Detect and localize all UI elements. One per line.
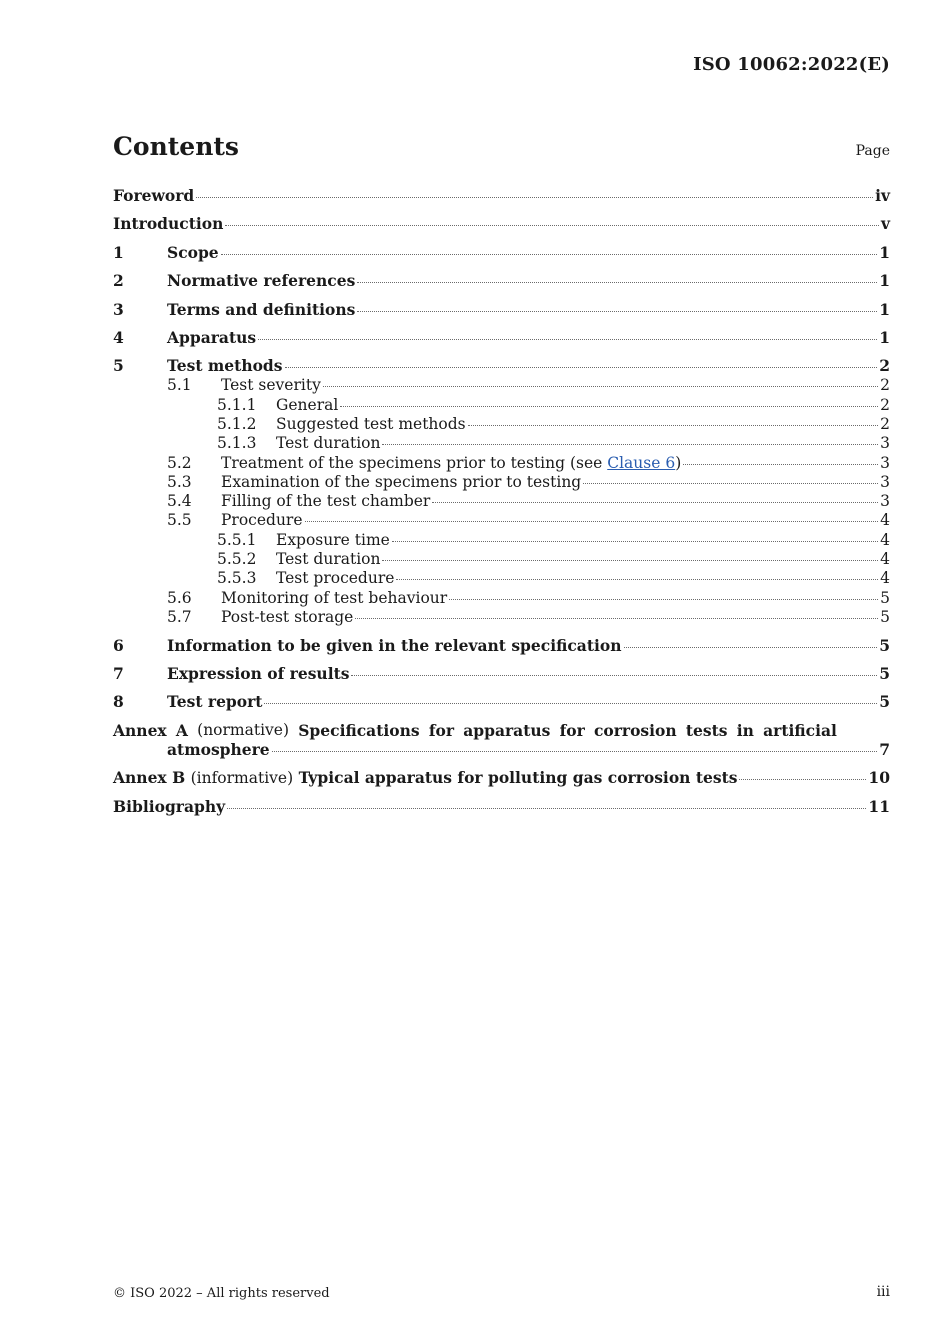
toc-entry-page: 7 xyxy=(879,740,890,760)
toc-entry-page: v xyxy=(880,214,890,234)
toc-entry-page: 5 xyxy=(880,607,890,626)
toc-entry-page: 2 xyxy=(879,356,890,376)
toc-entry-title: Information to be given in the relevant specification xyxy=(167,635,622,655)
toc-entry-page: 5 xyxy=(879,663,890,683)
toc-entry-expression-of-results[interactable] xyxy=(113,664,890,684)
toc-entry-normative-references[interactable] xyxy=(113,271,890,291)
toc-entry-title xyxy=(221,454,681,473)
toc-entry-number: 5.1 xyxy=(167,376,192,395)
dot-leader xyxy=(225,224,879,226)
toc-entry-page: 3 xyxy=(880,472,890,491)
dot-leader xyxy=(227,807,866,809)
dot-leader xyxy=(449,598,878,600)
toc-entry-suggested-test-methods[interactable] xyxy=(113,415,890,434)
dot-leader xyxy=(357,310,877,312)
toc-entry-title: Bibliography xyxy=(113,796,226,816)
annex-word: tests xyxy=(685,720,728,740)
toc-entry-general[interactable] xyxy=(113,396,890,415)
toc-entry-title: Examination of the specimens prior to testing xyxy=(221,472,582,491)
dot-leader xyxy=(258,338,877,340)
toc-entry-number: 6 xyxy=(113,635,124,655)
toc-entry-number: 2 xyxy=(113,271,124,291)
toc-entry-procedure[interactable] xyxy=(113,511,890,530)
toc-entry-page: 4 xyxy=(880,569,890,588)
dot-leader xyxy=(357,281,877,283)
toc-entry-page: 1 xyxy=(879,327,890,347)
dot-leader xyxy=(624,646,878,648)
toc-entry-number: 5.2 xyxy=(167,453,192,472)
toc-entry-title: Apparatus xyxy=(167,327,257,347)
toc-entry-introduction[interactable] xyxy=(113,214,890,234)
toc-entry-title: Introduction xyxy=(113,214,224,234)
toc-entry-number: 5.6 xyxy=(167,588,192,607)
dot-leader xyxy=(340,405,878,407)
toc-entry-number: 7 xyxy=(113,663,124,683)
annex-word: for xyxy=(559,720,585,740)
toc-entry-number: 5.1.3 xyxy=(217,434,257,453)
toc-entry-page: 1 xyxy=(879,242,890,262)
toc-entry-test-procedure[interactable] xyxy=(113,569,890,588)
toc-entry-page: 2 xyxy=(880,376,890,395)
page-title: Contents xyxy=(113,132,240,161)
toc-entry-title xyxy=(113,768,737,788)
toc-entry-page: 3 xyxy=(880,453,890,472)
footer-copyright: © ISO 2022 – All rights reserved xyxy=(113,1286,330,1301)
dot-leader xyxy=(264,702,877,704)
toc-entry-page: 4 xyxy=(880,530,890,549)
toc-entry-title: atmosphere xyxy=(167,740,270,760)
toc-entry-bibliography[interactable] xyxy=(113,797,890,817)
toc-entry-page: 4 xyxy=(880,511,890,530)
toc-entry-page: 2 xyxy=(880,395,890,414)
toc-entry-title-close: ) xyxy=(675,453,682,472)
annex-word: Annex xyxy=(113,720,167,740)
toc-entry-title: Post-test storage xyxy=(221,607,354,626)
dot-leader xyxy=(396,578,878,580)
annex-word: for xyxy=(428,720,454,740)
toc-entry-title-text: Treatment of the specimens prior to testing (see xyxy=(221,453,608,472)
toc-entry-scope[interactable] xyxy=(113,243,890,263)
toc-entry-number: 3 xyxy=(113,299,124,319)
toc-entry-page: 3 xyxy=(880,492,890,511)
dot-leader xyxy=(382,443,878,445)
annex-label: Annex B xyxy=(113,768,186,788)
toc-entry-title: Test methods xyxy=(167,356,283,376)
toc-entry-title: Normative references xyxy=(167,271,356,291)
toc-entry-title: Test report xyxy=(167,692,263,712)
toc-entry-title: Foreword xyxy=(113,186,195,205)
toc-entry-exposure-time[interactable] xyxy=(113,531,890,550)
annex-word: artificial xyxy=(763,720,837,740)
toc-entry-number: 5.5.3 xyxy=(217,569,257,588)
toc-entry-title: Expression of results xyxy=(167,663,350,683)
toc-entry-annex-b[interactable] xyxy=(113,768,890,788)
toc-entry-test-methods[interactable] xyxy=(113,356,890,376)
toc-entry-page: 3 xyxy=(880,434,890,453)
dot-leader xyxy=(382,559,878,561)
toc-entry-title: Terms and definitions xyxy=(167,299,356,319)
toc-entry-page: 4 xyxy=(880,550,890,569)
dot-leader xyxy=(285,366,878,368)
toc-entry-page: 2 xyxy=(880,414,890,433)
toc-entry-monitoring-of-test-behaviour[interactable] xyxy=(113,589,890,608)
toc-entry-number: 5.1.1 xyxy=(217,395,257,414)
toc-entry-test-report[interactable] xyxy=(113,692,890,712)
dot-leader xyxy=(305,520,879,522)
toc-entry-treatment-of-specimens[interactable] xyxy=(113,454,890,473)
dot-leader xyxy=(392,540,878,542)
annex-a-title-line1 xyxy=(113,721,837,741)
toc-entry-title: Test severity xyxy=(221,376,321,395)
dot-leader xyxy=(323,385,878,387)
toc-entry-title: Test duration xyxy=(276,550,381,569)
toc-entry-test-severity[interactable] xyxy=(113,376,890,395)
toc-entry-annex-a[interactable] xyxy=(113,721,890,760)
toc-entry-test-duration-5-5-2[interactable] xyxy=(113,550,890,569)
toc-entry-number: 5.5 xyxy=(167,511,192,530)
toc-entry-title: Test procedure xyxy=(276,569,395,588)
toc-entry-terms-and-definitions[interactable] xyxy=(113,300,890,320)
annex-word: A xyxy=(175,720,188,740)
toc-entry-title: General xyxy=(276,395,339,414)
toc-entry-page: 11 xyxy=(868,796,890,816)
toc-entry-page: 5 xyxy=(880,588,890,607)
toc-entry-examination-of-specimens[interactable] xyxy=(113,473,890,492)
clause-6-link[interactable]: Clause 6 xyxy=(607,453,676,472)
annex-word: in xyxy=(736,720,754,740)
document-header-id: ISO 10062:2022(E) xyxy=(693,54,890,75)
toc-entry-number: 5.5.2 xyxy=(217,550,257,569)
dot-leader xyxy=(432,501,878,503)
dot-leader xyxy=(272,750,878,752)
toc-entry-title: Exposure time xyxy=(276,530,390,549)
dot-leader xyxy=(196,196,873,198)
toc-entry-test-duration-5-1-3[interactable] xyxy=(113,434,890,453)
annex-word: apparatus xyxy=(463,720,551,740)
annex-a-title-line2 xyxy=(113,740,890,760)
toc-entry-title: Suggested test methods xyxy=(276,414,466,433)
toc-entry-number: 5.7 xyxy=(167,607,192,626)
toc-entry-number: 8 xyxy=(113,692,124,712)
toc-entry-number: 5.4 xyxy=(167,492,192,511)
toc-entry-page: iv xyxy=(875,186,890,205)
page-column-label: Page xyxy=(855,143,890,159)
table-of-contents xyxy=(113,182,890,817)
annex-word: Specifications xyxy=(298,720,420,740)
dot-leader xyxy=(351,674,877,676)
dot-leader xyxy=(468,424,878,426)
annex-kind: (informative) xyxy=(190,769,294,788)
toc-entry-number: 5 xyxy=(113,356,124,376)
toc-entry-filling-of-test-chamber[interactable] xyxy=(113,492,890,511)
toc-entry-page: 10 xyxy=(868,768,890,788)
toc-entry-title: Monitoring of test behaviour xyxy=(221,588,448,607)
toc-entry-number: 4 xyxy=(113,327,124,347)
toc-entry-number: 5.5.1 xyxy=(217,530,257,549)
annex-kind: (normative) xyxy=(197,720,290,739)
toc-entry-post-test-storage[interactable] xyxy=(113,608,890,627)
toc-entry-page: 5 xyxy=(879,635,890,655)
toc-entry-title: Procedure xyxy=(221,511,303,530)
toc-entry-page: 5 xyxy=(879,692,890,712)
toc-entry-number: 1 xyxy=(113,242,124,262)
dot-leader xyxy=(583,482,878,484)
toc-entry-page: 1 xyxy=(879,271,890,291)
toc-entry-number: 5.3 xyxy=(167,472,192,491)
dot-leader xyxy=(355,617,878,619)
annex-word: corrosion xyxy=(593,720,677,740)
toc-entry-number: 5.1.2 xyxy=(217,414,257,433)
dot-leader xyxy=(683,463,878,465)
dot-leader xyxy=(221,253,878,255)
toc-entry-page: 1 xyxy=(879,299,890,319)
toc-entry-title: Test duration xyxy=(276,434,381,453)
toc-entry-information-in-specification[interactable] xyxy=(113,636,890,656)
toc-entry-title: Scope xyxy=(167,242,219,262)
dot-leader xyxy=(739,778,866,780)
annex-title: Typical apparatus for polluting gas corrosion tests xyxy=(298,768,738,788)
toc-entry-foreword[interactable] xyxy=(113,186,890,206)
toc-entry-title: Filling of the test chamber xyxy=(221,492,431,511)
toc-entry-apparatus[interactable] xyxy=(113,328,890,348)
footer-page-number: iii xyxy=(876,1284,890,1300)
